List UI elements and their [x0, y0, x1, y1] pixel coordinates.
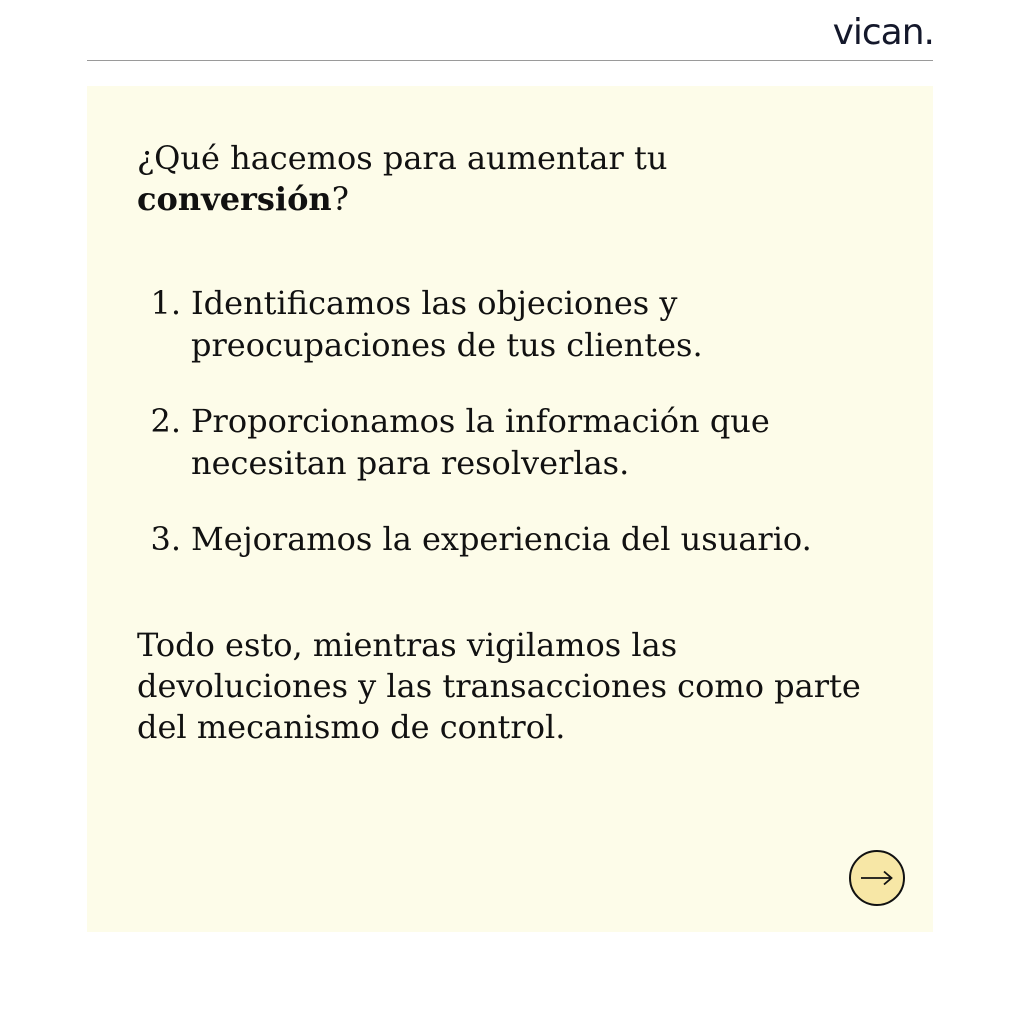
question-emphasis: conversión	[137, 180, 332, 218]
closing-paragraph: Todo esto, mientras vigilamos las devoluciones y las transacciones como parte del mecanismo de control.	[137, 626, 861, 746]
question-suffix: ?	[331, 180, 349, 218]
step-number: 3.	[150, 520, 181, 558]
header-divider	[87, 60, 933, 61]
question-heading	[137, 138, 757, 220]
step-number: 2.	[150, 402, 181, 440]
step-text: Mejoramos la experiencia del usuario.	[191, 520, 812, 558]
arrow-right-icon	[860, 870, 894, 886]
list-item	[137, 282, 837, 366]
step-text: Identificamos las objeciones y preocupaciones de tus clientes.	[191, 284, 703, 364]
question-prefix: ¿Qué hacemos para aumentar tu	[137, 139, 668, 177]
step-text: Proporcionamos la información que necesitan para resolverlas.	[191, 402, 770, 482]
list-item	[137, 518, 837, 560]
step-number: 1.	[150, 284, 181, 322]
steps-list	[137, 282, 837, 594]
next-button[interactable]	[849, 850, 905, 906]
list-item	[137, 400, 837, 484]
brand-logo: vican.	[832, 12, 934, 53]
